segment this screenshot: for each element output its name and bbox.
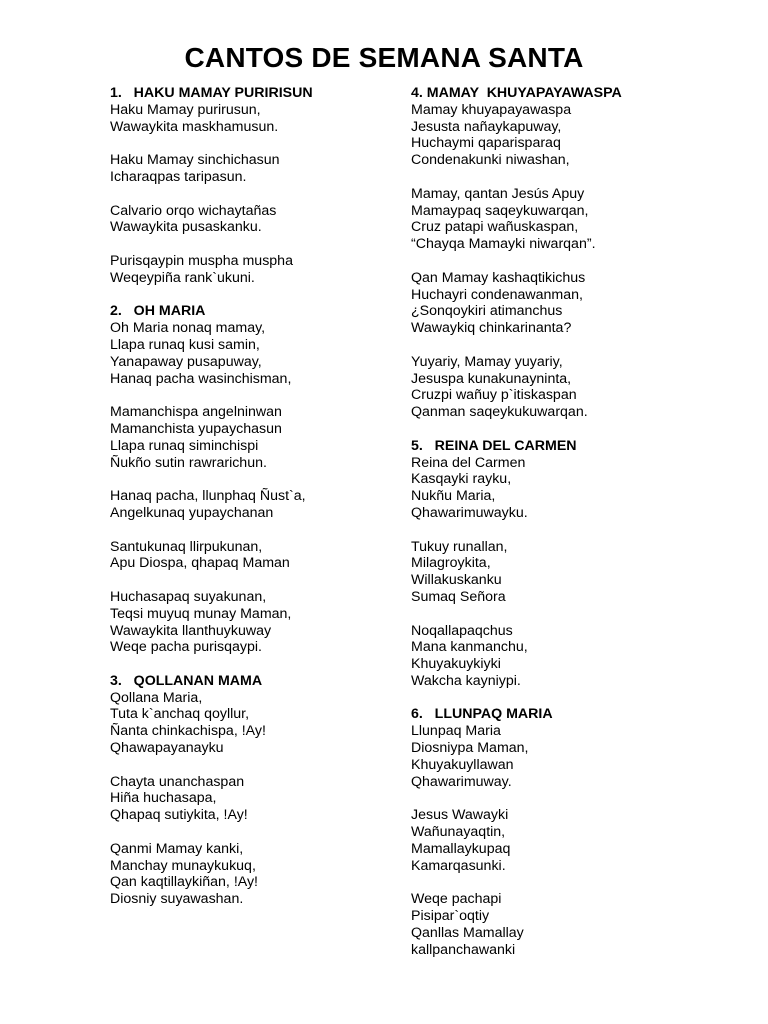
- verse-line: Noqallapaqchus: [411, 622, 513, 639]
- verse-line: Haku Mamay purirusun,: [110, 101, 261, 118]
- stanza: [411, 623, 711, 690]
- verse-line: Qanmi Mamay kanki,: [110, 840, 244, 857]
- verse-line: Hiña huchasapa,: [110, 790, 217, 807]
- verse-line: Hanaq pacha wasinchisman,: [110, 370, 292, 387]
- stanza: [110, 404, 400, 471]
- verse-line: Qanman saqeykukuwarqan.: [411, 404, 588, 421]
- song-title: 6. LLUNPAQ MARIA: [411, 706, 553, 723]
- verse-line: Kasqayki rayku,: [411, 471, 512, 488]
- stanza: [411, 186, 711, 253]
- verse-line: Jesusta nañaykapuway,: [411, 118, 562, 135]
- verse-line: Huchayri condenawanman,: [411, 286, 583, 303]
- verse-line: Weqe pachapi: [411, 891, 502, 908]
- verse-line: Wawaykita llanthuykuway: [110, 622, 272, 639]
- verse-line: Teqsi muyuq munay Maman,: [110, 605, 292, 622]
- verse-line: Nukñu Maria,: [411, 488, 496, 505]
- stanza: [110, 690, 400, 757]
- verse-line: Qollana Maria,: [110, 689, 203, 706]
- song-title: 2. OH MARIA: [110, 303, 206, 320]
- verse-line: ¿Sonqoykiri atimanchus: [411, 303, 563, 320]
- verse-line: Apu Diospa, qhapaq Maman: [110, 555, 290, 572]
- verse-line: Diosniypa Maman,: [411, 740, 529, 757]
- verse-line: Sumaq Señora: [411, 588, 506, 605]
- stanza: [110, 488, 400, 522]
- song-title: 1. HAKU MAMAY PURIRISUN: [110, 85, 313, 101]
- verse-line: Kamarqasunki.: [411, 857, 506, 874]
- verse-line: Tuta k`anchaq qoyllur,: [110, 706, 250, 723]
- verse-line: Qan Mamay kashaqtikichus: [411, 269, 586, 286]
- stanza: [110, 774, 400, 824]
- song-title: 3. QOLLANAN MAMA: [110, 672, 263, 689]
- verse-line: Pisipar`oqtiy: [411, 908, 490, 925]
- verse-line: Khuyakuykiyki: [411, 656, 501, 673]
- verse-line: Ñanta chinkachispa, !Ay!: [110, 723, 266, 740]
- verse-line: Yuyariy, Mamay yuyariy,: [411, 353, 563, 370]
- stanza: [110, 102, 400, 136]
- verse-line: Manchay munaykukuq,: [110, 857, 256, 874]
- stanza: [110, 152, 400, 186]
- song-title: 5. REINA DEL CARMEN: [411, 437, 577, 454]
- verse-line: Qhawapayanayku: [110, 740, 224, 757]
- verse-line: Llapa runaq kusi samin,: [110, 336, 260, 353]
- stanza: [411, 891, 711, 958]
- verse-line: Jesuspa kunakunayninta,: [411, 370, 572, 387]
- song: [411, 706, 711, 958]
- verse-line: Purisqaypin muspha muspha: [110, 252, 293, 269]
- verse-line: Huchaymi qaparisparaq: [411, 135, 561, 152]
- verse-line: Wañunayaqtin,: [411, 824, 506, 841]
- verse-line: Yanapaway pusapuway,: [110, 353, 262, 370]
- song: [110, 85, 400, 287]
- verse-line: kallpanchawanki: [411, 941, 516, 958]
- left-column: [110, 85, 400, 925]
- verse-line: Llunpaq Maria: [411, 723, 501, 740]
- page-title: CANTOS DE SEMANA SANTA: [184, 42, 584, 73]
- verse-line: Huchasapaq suyakunan,: [110, 588, 267, 605]
- verse-line: Qan kaqtillaykiñan, !Ay!: [110, 874, 258, 891]
- verse-line: Mamay khuyapayawaspa: [411, 101, 572, 118]
- verse-line: Wawaykiq chinkarinanta?: [411, 320, 572, 337]
- verse-line: Calvario orqo wichaytañas: [110, 202, 277, 219]
- stanza: [110, 253, 400, 287]
- song: [110, 673, 400, 908]
- verse-line: Oh Maria nonaq mamay,: [110, 320, 266, 337]
- song-title: 4. MAMAY KHUYAPAYAWASPA: [411, 85, 622, 101]
- verse-line: Weqe pacha purisqaypi.: [110, 639, 262, 656]
- verse-line: Diosniy suyawashan.: [110, 891, 244, 908]
- stanza: [411, 354, 711, 421]
- verse-line: Angelkunaq yupaychanan: [110, 504, 274, 521]
- right-column: [411, 85, 711, 975]
- verse-line: Haku Mamay sinchichasun: [110, 152, 280, 169]
- verse-line: Condenakunki niwashan,: [411, 152, 570, 169]
- verse-line: Mamanchispa angelninwan: [110, 404, 282, 421]
- verse-line: Reina del Carmen: [411, 454, 526, 471]
- verse-line: Mamaypaq saqeykuwarqan,: [411, 202, 589, 219]
- verse-line: Mana kanmanchu,: [411, 639, 528, 656]
- verse-line: Mamallaykupaq: [411, 840, 511, 857]
- song: [411, 438, 711, 690]
- verse-line: “Chayqa Mamayki niwarqan”.: [411, 236, 596, 253]
- verse-line: Khuyakuyllawan: [411, 756, 514, 773]
- verse-line: Willakuskanku: [411, 572, 502, 589]
- verse-line: Llapa runaq siminchispi: [110, 437, 259, 454]
- verse-line: Qhawarimuwayku.: [411, 504, 528, 521]
- verse-line: Wawaykita pusaskanku.: [110, 219, 262, 236]
- verse-line: Chayta unanchaspan: [110, 773, 245, 790]
- verse-line: Wawaykita maskhamusun.: [110, 118, 279, 135]
- verse-line: Mamanchista yupaychasun: [110, 420, 282, 437]
- verse-line: Cruz patapi wañuskaspan,: [411, 219, 579, 236]
- stanza: [110, 320, 400, 387]
- verse-line: Hanaq pacha, llunphaq Ñust`a,: [110, 488, 306, 505]
- verse-line: Mamay, qantan Jesús Apuy: [411, 185, 585, 202]
- verse-line: Weqeypiña rank`ukuni.: [110, 269, 255, 286]
- verse-line: Jesus Wawayki: [411, 807, 509, 824]
- verse-line: Qanllas Mamallay: [411, 924, 524, 941]
- verse-line: Qhapaq sutiykita, !Ay!: [110, 807, 248, 824]
- stanza: [110, 539, 400, 573]
- song: [411, 85, 711, 421]
- verse-line: Cruzpi wañuy p`itiskaspan: [411, 387, 577, 404]
- verse-line: Santukunaq llirpukunan,: [110, 538, 263, 555]
- stanza: [110, 589, 400, 656]
- verse-line: Qhawarimuway.: [411, 773, 512, 790]
- stanza: [411, 539, 711, 606]
- stanza: [110, 841, 400, 908]
- stanza: [411, 270, 711, 337]
- stanza: [411, 723, 711, 790]
- stanza: [411, 102, 711, 169]
- stanza: [411, 807, 711, 874]
- stanza: [411, 455, 711, 522]
- song: [110, 303, 400, 656]
- verse-line: Milagroykita,: [411, 555, 491, 572]
- verse-line: Ñukño sutin rawrarichun.: [110, 454, 267, 471]
- verse-line: Icharaqpas taripasun.: [110, 168, 247, 185]
- verse-line: Tukuy runallan,: [411, 538, 508, 555]
- stanza: [110, 203, 400, 237]
- verse-line: Wakcha kayniypi.: [411, 672, 521, 689]
